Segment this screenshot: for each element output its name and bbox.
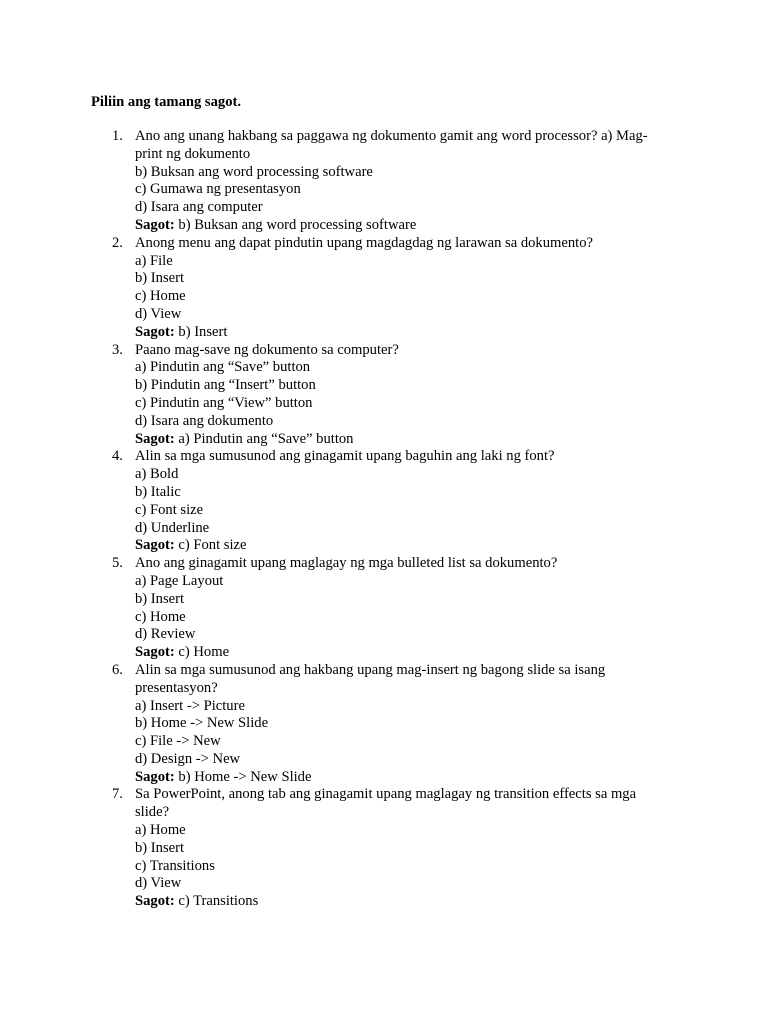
answer-label: Sagot:	[135, 430, 175, 447]
instructions-heading: Piliin ang tamang sagot.	[91, 94, 242, 110]
question-text: Ano ang ginagamit upang maglagay ng mga bulleted list sa dokumento?	[135, 555, 558, 572]
option: a) Bold	[135, 466, 179, 483]
option: c) Home	[135, 288, 186, 305]
question-text: Sa PowerPoint, anong tab ang ginagamit upang maglagay ng transition effects sa mga slide?	[135, 786, 637, 821]
option: b) Insert	[135, 839, 185, 856]
option: d) Design -> New	[135, 750, 241, 767]
question-list	[0, 128, 768, 911]
answer-label: Sagot:	[135, 323, 175, 340]
answer-label: Sagot:	[135, 893, 175, 910]
option: d) View	[135, 875, 182, 892]
option: d) Isara ang dokumento	[135, 412, 274, 429]
answer-label: Sagot:	[135, 644, 175, 661]
answer-value: a) Pindutin ang “Save” button	[178, 430, 354, 447]
option: c) Transitions	[135, 857, 215, 874]
answer-value: c) Transitions	[178, 893, 259, 910]
answer-line	[135, 769, 670, 787]
question-number: 6.	[112, 661, 123, 678]
option: c) Home	[135, 608, 186, 625]
option: c) Font size	[135, 501, 204, 518]
answer-line	[135, 431, 670, 449]
answer-label: Sagot:	[135, 537, 175, 554]
option: a) Page Layout	[135, 572, 224, 589]
option: b) Insert	[135, 590, 185, 607]
option: b) Pindutin ang “Insert” button	[135, 377, 316, 394]
option: a) Home	[135, 822, 186, 839]
question-item	[0, 235, 768, 342]
option: b) Home -> New Slide	[135, 715, 269, 732]
option: d) View	[135, 305, 182, 322]
answer-value: c) Home	[178, 644, 230, 661]
option: a) File	[135, 252, 173, 269]
question-text: Paano mag-save ng dokumento sa computer?	[135, 341, 399, 358]
question-number: 3.	[112, 341, 123, 358]
question-text: Alin sa mga sumusunod ang ginagamit upang baguhin ang laki ng font?	[135, 448, 555, 465]
question-text: Ano ang unang hakbang sa paggawa ng dokumento gamit ang word processor? a) Mag-print ng dokumento	[135, 128, 648, 162]
option: b) Italic	[135, 483, 181, 500]
answer-line	[135, 217, 670, 235]
question-number: 1.	[112, 128, 123, 144]
question-item	[0, 448, 768, 555]
question-item	[0, 786, 768, 911]
answer-value: b) Home -> New Slide	[178, 768, 312, 785]
question-item	[0, 128, 768, 235]
question-item	[0, 555, 768, 662]
answer-label: Sagot:	[135, 768, 175, 785]
question-number: 4.	[112, 448, 123, 465]
question-number: 2.	[112, 234, 123, 251]
question-item	[0, 662, 768, 787]
question-text: Anong menu ang dapat pindutin upang magdagdag ng larawan sa dokumento?	[135, 234, 593, 251]
option: d) Underline	[135, 519, 210, 536]
answer-value: c) Font size	[178, 537, 247, 554]
option: c) File -> New	[135, 733, 221, 750]
option: a) Insert -> Picture	[135, 697, 245, 714]
answer-line	[135, 644, 670, 662]
answer-value: b) Buksan ang word processing software	[178, 216, 417, 233]
option: d) Isara ang computer	[135, 199, 263, 216]
answer-line	[135, 893, 670, 911]
option: b) Buksan ang word processing software	[135, 163, 373, 180]
question-text: Alin sa mga sumusunod ang hakbang upang mag-insert ng bagong slide sa isang presentasyon?	[135, 661, 606, 696]
answer-value: b) Insert	[178, 323, 228, 340]
option: d) Review	[135, 626, 196, 643]
question-number: 7.	[112, 786, 123, 803]
answer-label: Sagot:	[135, 216, 175, 233]
question-item	[0, 342, 768, 449]
option: a) Pindutin ang “Save” button	[135, 359, 311, 376]
question-number: 5.	[112, 555, 123, 572]
answer-line	[135, 537, 670, 555]
option: c) Pindutin ang “View” button	[135, 394, 313, 411]
answer-line	[135, 324, 670, 342]
option: c) Gumawa ng presentasyon	[135, 181, 301, 198]
option: b) Insert	[135, 270, 185, 287]
